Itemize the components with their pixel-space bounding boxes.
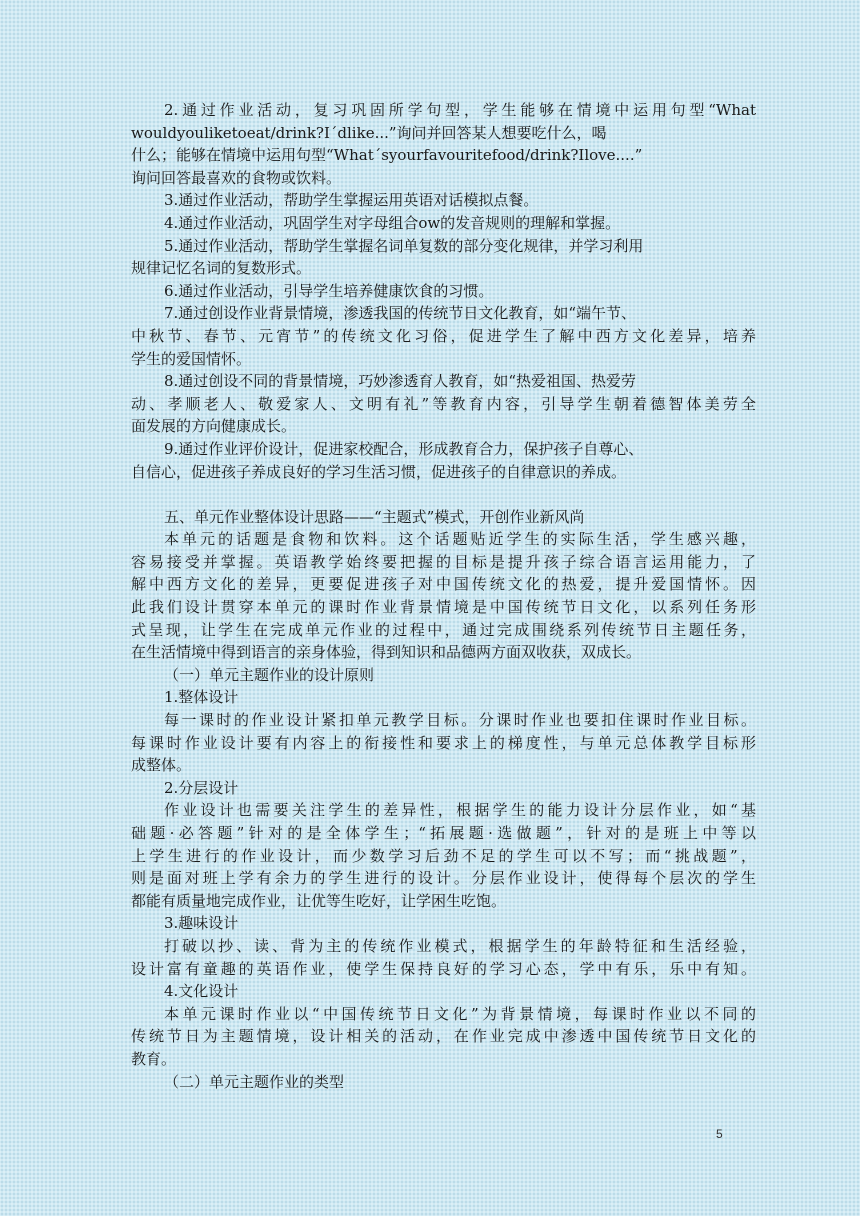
text-line: 解中西方文化的差异，更要促进孩子对中国传统文化的热爱，提升爱国情怀。因 [131, 575, 756, 594]
text-line: 4.通过作业活动，巩固学生对字母组合ow的发音规则的理解和掌握。 [164, 213, 621, 232]
text-line: 面发展的方向健康成长。 [131, 417, 297, 436]
text-line: 传统节日为主题情境，设计相关的活动，在作业完成中渗透中国传统节日文化的 [131, 1027, 756, 1046]
text-line: 本单元课时作业以“中国传统节日文化”为背景情境，每课时作业以不同的 [164, 1004, 756, 1023]
paragraph-gap [131, 483, 756, 506]
text-line: 自信心，促进孩子养成良好的学习生活习惯，促进孩子的自律意识的养成。 [131, 462, 627, 481]
text-line: 作业设计也需要关注学生的差异性，根据学生的能力设计分层作业，如“基 [164, 801, 756, 820]
text-line: 4.文化设计 [164, 982, 239, 1001]
text-line: 2.分层设计 [164, 778, 239, 797]
text-line: 都能有质量地完成作业，让优等生吃好，让学困生吃饱。 [131, 891, 507, 910]
page-number: 5 [716, 1127, 723, 1141]
text-line: 本单元的话题是食物和饮料。这个话题贴近学生的实际生活，学生感兴趣， [164, 530, 756, 549]
text-line: （二）单元主题作业的类型 [164, 1072, 345, 1091]
text-line: 7.通过创设作业背景情境，渗透我国的传统节日文化教育，如“端午节、 [164, 304, 636, 323]
text-line: 上学生进行的作业设计，而少数学习后劲不足的学生可以不写；而“挑战题”， [131, 846, 756, 865]
text-line: 打破以抄、读、背为主的传统作业模式，根据学生的年龄特征和生活经验， [164, 936, 756, 955]
text-line: wouldyouliketoeat/drink?I´dlike...”询问并回答某人想要吃什么，喝 [131, 123, 607, 142]
text-line: 每课时作业设计要有内容上的衔接性和要求上的梯度性，与单元总体教学目标形 [131, 733, 756, 752]
text-line: 5.通过作业活动，帮助学生掌握名词单复数的部分变化规律，并学习利用 [164, 236, 644, 255]
text-line: 容易接受并掌握。英语教学始终要把握的目标是提升孩子综合语言运用能力，了 [131, 552, 756, 571]
text-line: 则是面对班上学有余力的学生进行的设计。分层作业设计，使得每个层次的学生 [131, 869, 756, 888]
document-body [131, 99, 756, 1093]
text-line: 成整体。 [131, 756, 192, 775]
text-line: 设计富有童趣的英语作业，使学生保持良好的学习心态，学中有乐，乐中有知。 [131, 959, 756, 978]
text-line: 3.趣味设计 [164, 914, 239, 933]
text-line: 规律记忆名词的复数形式。 [131, 259, 312, 278]
text-line: （一）单元主题作业的设计原则 [164, 665, 375, 684]
text-line: 8.通过创设不同的背景情境，巧妙渗透育人教育，如“热爱祖国、热爱劳 [164, 372, 636, 391]
text-line: 2.通过作业活动，复习巩固所学句型，学生能够在情境中运用句型“What [164, 101, 756, 119]
text-line: 询问回答最喜欢的食物或饮料。 [131, 168, 342, 187]
text-line: 9.通过作业评价设计，促进家校配合，形成教育合力，保护孩子自尊心、 [164, 439, 644, 458]
text-line: 6.通过作业活动，引导学生培养健康饮食的习惯。 [164, 281, 494, 300]
text-line: 式呈现，让学生在完成单元作业的过程中，通过完成围绕系列传统节日主题任务， [131, 620, 756, 639]
text-line: 1.整体设计 [164, 688, 239, 707]
text-line: 每一课时的作业设计紧扣单元教学目标。分课时作业也要扣住课时作业目标。 [164, 711, 756, 730]
text-line: 学生的爱国情怀。 [131, 349, 252, 368]
text-line: 五、单元作业整体设计思路——“主题式”模式，开创作业新风尚 [164, 507, 585, 526]
text-line: 在生活情境中得到语言的亲身体验，得到知识和品德两方面双收获，双成长。 [131, 643, 642, 662]
text-line: 教育。 [131, 1049, 177, 1068]
text-line: 3.通过作业活动，帮助学生掌握运用英语对话模拟点餐。 [164, 191, 539, 210]
text-line: 此我们设计贯穿本单元的课时作业背景情境是中国传统节日文化，以系列任务形 [131, 598, 756, 617]
text-line: 中秋节、春节、元宵节”的传统文化习俗，促进学生了解中西方文化差异，培养 [131, 326, 756, 345]
text-line: 础题·必答题”针对的是全体学生；“拓展题·选做题”，针对的是班上中等以 [131, 824, 756, 842]
text-line: 什么；能够在情境中运用句型“What´syourfavouritefood/drink?Ilove....” [131, 146, 643, 165]
text-line: 动、孝顺老人、敬爱家人、文明有礼”等教育内容，引导学生朝着德智体美劳全 [131, 394, 756, 413]
